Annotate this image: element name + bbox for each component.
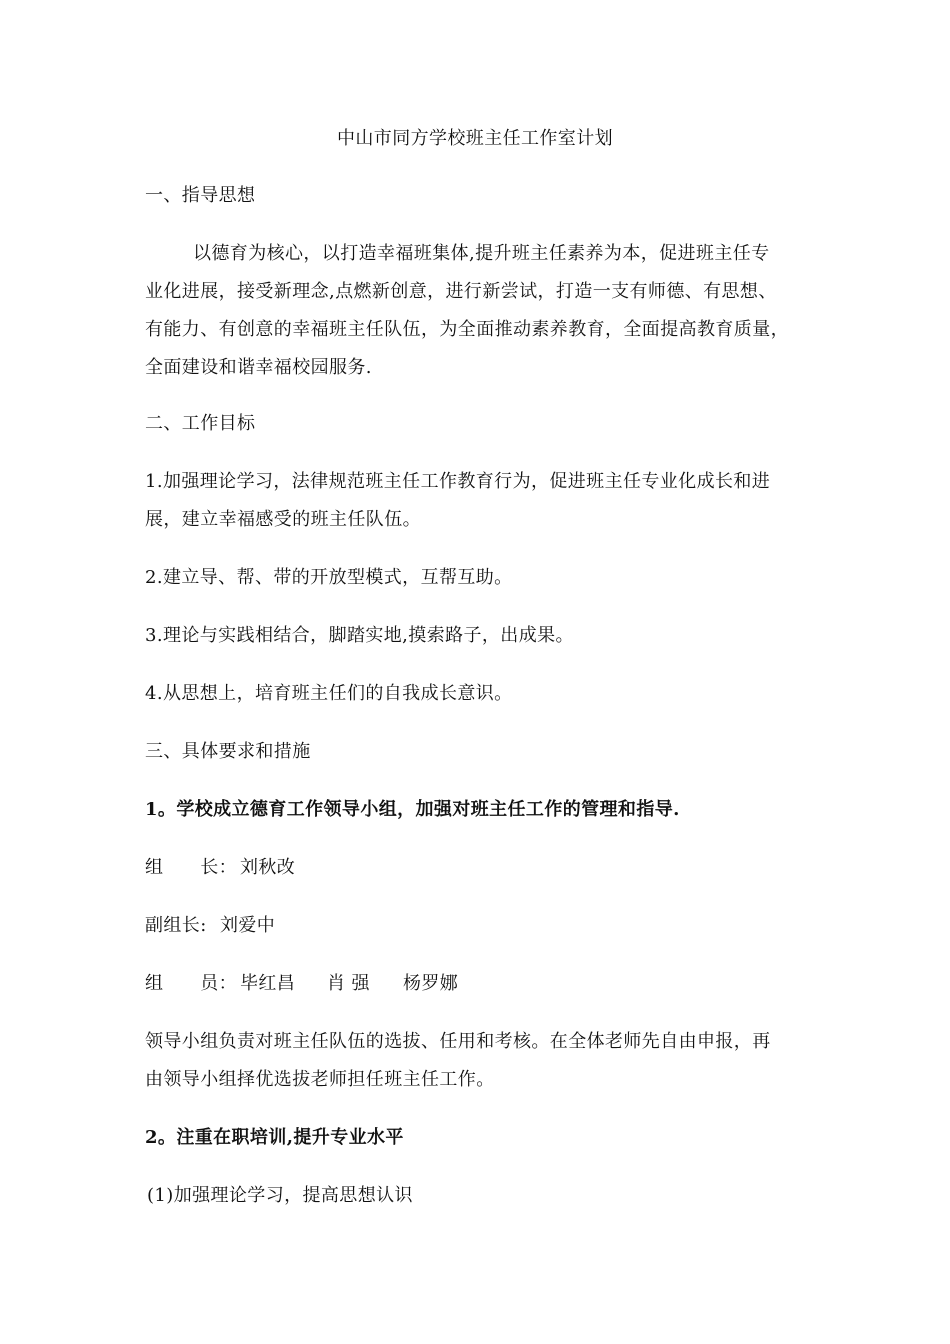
member-name: 杨罗娜	[403, 973, 459, 994]
goal-item-2: 2.建立导、帮、带的开放型模式，互帮互助。	[145, 567, 513, 588]
leader-row	[145, 856, 295, 880]
vice-leader-row	[145, 914, 275, 938]
measure-1-heading: 1。学校成立德育工作领导小组，加强对班主任工作的管理和指导.	[145, 799, 680, 820]
goal-item-3: 3.理论与实践相结合，脚踏实地,摸索路子，出成果。	[145, 625, 574, 646]
member-name: 肖 强	[327, 973, 370, 994]
paragraph-line: 全面建设和谐幸福校园服务.	[145, 357, 372, 378]
paragraph-line: 以德育为核心，以打造幸福班集体,提升班主任素养为本，促进班主任专	[193, 243, 770, 264]
paragraph-line: 有能力、有创意的幸福班主任队伍，为全面推动素养教育，全面提高教育质量，	[145, 319, 789, 340]
vice-leader-name: 刘爱中	[220, 915, 276, 936]
members-row	[145, 972, 458, 996]
leader-name: 刘秋改	[240, 857, 296, 878]
goal-item-1-line: 1.加强理论学习，法律规范班主任工作教育行为，促进班主任专业化成长和进	[145, 471, 771, 492]
vice-leader-label: 副组长:	[145, 915, 207, 936]
measure-2-heading: 2。注重在职培训,提升专业水平	[145, 1127, 404, 1148]
member-name: 毕红昌	[240, 973, 296, 994]
section-heading-measures: 三、具体要求和措施	[145, 741, 311, 762]
section-heading-work-goals: 二、工作目标	[145, 413, 256, 434]
goal-item-4: 4.从思想上，培育班主任们的自我成长意识。	[145, 683, 513, 704]
document-title: 中山市同方学校班主任工作室计划	[337, 128, 613, 149]
leader-label: 组 长：	[145, 857, 237, 878]
duty-line: 由领导小组择优选拔老师担任班主任工作。	[145, 1069, 495, 1090]
section-heading-guiding-ideology: 一、指导思想	[145, 185, 256, 206]
goal-item-1-line: 展，建立幸福感受的班主任队伍。	[145, 509, 421, 530]
sub-item-1: (1)加强理论学习，提高思想认识	[147, 1185, 413, 1206]
paragraph-line: 业化进展，接受新理念,点燃新创意，进行新尝试，打造一支有师德、有思想、	[145, 281, 777, 302]
duty-line: 领导小组负责对班主任队伍的选拔、任用和考核。在全体老师先自由申报，再	[145, 1031, 771, 1052]
members-label: 组 员：	[145, 973, 237, 994]
